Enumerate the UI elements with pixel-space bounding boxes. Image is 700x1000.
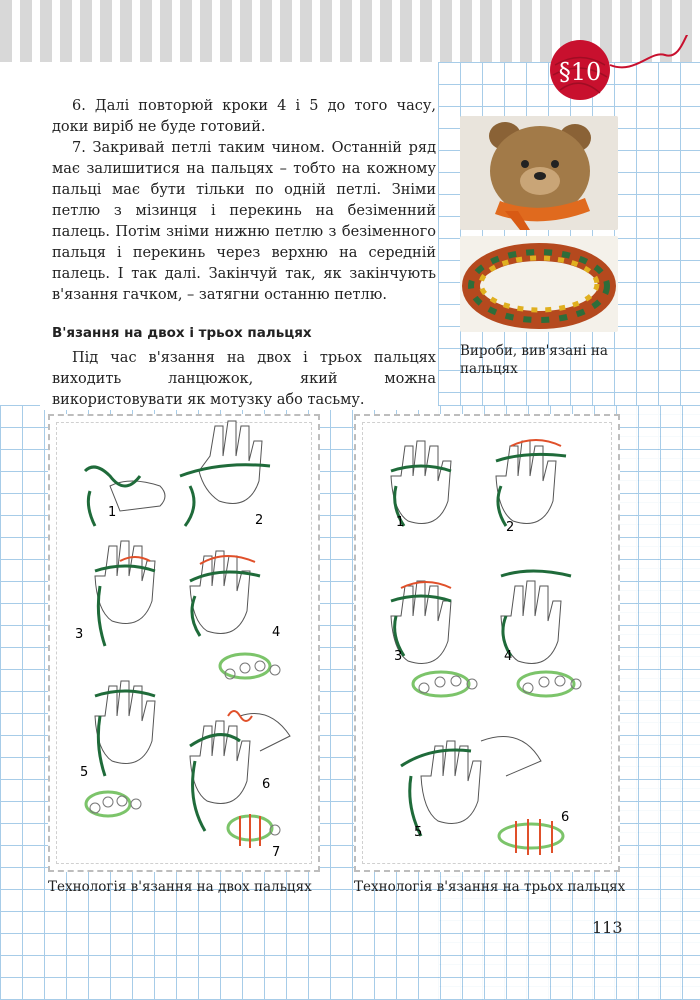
three-finger-diagram	[356, 416, 618, 870]
step-label: 7	[272, 845, 281, 860]
hand-step-5	[86, 681, 155, 816]
hand-step-1	[391, 441, 451, 526]
hand-step-6	[190, 711, 290, 848]
step-label: 1	[108, 505, 117, 520]
step-label: 3	[394, 649, 403, 664]
step-label: 5	[80, 765, 89, 780]
teddy-bear-photo	[460, 116, 618, 230]
right-figure-caption: Технологія в'язання на трьох пальцях	[354, 879, 626, 895]
hand-step-2	[180, 421, 270, 526]
step-label: 6	[262, 777, 271, 792]
hand-step-1	[85, 467, 165, 526]
hand-step-4	[501, 571, 581, 696]
left-figure-caption: Технологія в'язання на двох пальцях	[48, 879, 312, 895]
step-label: 4	[272, 625, 281, 640]
step-label: 1	[396, 515, 405, 530]
intro-paragraph: Під час в'язання на двох і трьох пальцях виходить ланцюжок, який можна використовувати як мотузку або тасьму.	[52, 350, 436, 408]
step-7-paragraph: 7. Закривай петлі таким чином. Останній ряд має залишитися на пальцях – тобто на кожному пальці має бути тільки по одній петлі. Зніми петлю з мізинця і перекинь на безіменний палець. Потім зніми нижню петлю з безіменного пальця і перекинь через верхню на середній палець. І так далі. Закінчуй так, як закінчують в'язання гачком, – затягни останню петлю.	[52, 140, 436, 303]
step-label: 4	[504, 649, 513, 664]
hand-step-5	[401, 737, 563, 856]
hand-step-3	[391, 581, 477, 696]
two-finger-diagram	[50, 416, 318, 870]
three-finger-figure	[354, 414, 620, 872]
step-6-paragraph: 6. Далі повторюй кроки 4 і 5 до того часу, доки виріб не буде готовий.	[52, 98, 436, 135]
step-label: 2	[255, 513, 264, 528]
step-label: 3	[75, 627, 84, 642]
hand-step-2	[496, 440, 566, 526]
knitted-bracelet-photo	[460, 236, 618, 332]
section-number: §10	[558, 58, 602, 86]
yarn-ball-icon	[540, 35, 700, 105]
section-heading: В'язання на двох і трьох пальцях	[52, 325, 312, 341]
step-label: 5	[414, 825, 423, 840]
step-label: 2	[506, 520, 515, 535]
photo-caption: Вироби, вив'язані на пальцях	[460, 343, 608, 377]
section-badge	[540, 35, 700, 109]
two-finger-figure	[48, 414, 320, 872]
page-number: 113	[592, 918, 623, 937]
hand-step-4	[190, 551, 280, 679]
step-label: 6	[561, 810, 570, 825]
hand-step-3	[95, 541, 155, 646]
